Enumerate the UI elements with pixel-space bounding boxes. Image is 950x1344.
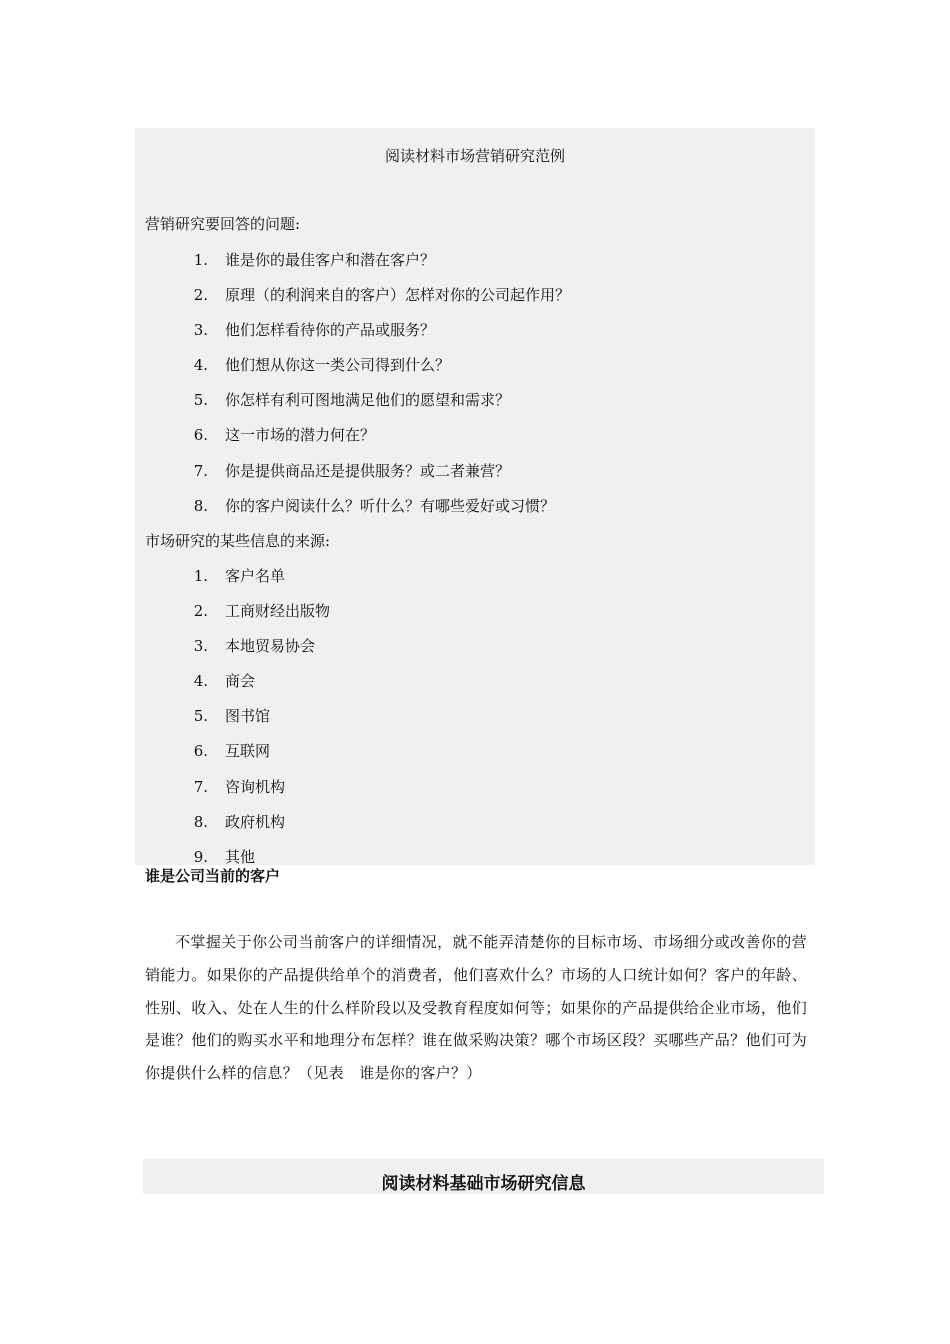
list-item-number: 5. [193,391,208,410]
list-item-text: 你是提供商品还是提供服务？或二者兼营？ [225,461,511,480]
list-item [135,741,330,776]
questions-section-label: 营销研究要回答的问题: [145,215,301,233]
list-item [135,706,330,741]
list-item [135,250,570,285]
list-item-text: 工商财经出版物 [225,602,331,621]
list-item-number: 8. [193,496,208,515]
list-item-text: 他们想从你这一类公司得到什么？ [225,356,451,375]
list-item-number: 3. [193,321,208,340]
list-item [135,601,330,636]
list-item-number: 7. [193,777,208,796]
questions-list [135,250,570,531]
list-item-text: 图书馆 [225,707,271,726]
list-item [135,777,330,812]
list-item [135,390,570,425]
list-item-number: 2. [193,286,208,305]
list-item [135,425,570,460]
list-item [135,285,570,320]
reading-material-title: 阅读材料市场营销研究范例 [384,147,565,165]
list-item-text: 原理（的利润来自的客户）怎样对你的公司起作用？ [225,286,571,305]
bottom-reading-box [143,1159,824,1194]
list-item [135,671,330,706]
list-item [135,636,330,671]
list-item-number: 9. [193,847,208,866]
list-item-text: 互联网 [225,742,271,761]
list-item-text: 这一市场的潜力何在？ [225,426,376,445]
list-item [135,320,570,355]
list-item-number: 6. [193,426,208,445]
list-item-text: 谁是你的最佳客户和潜在客户？ [225,251,436,269]
list-item-text: 咨询机构 [225,777,286,796]
list-item-number: 1. [193,251,208,269]
list-item-text: 政府机构 [225,812,286,831]
list-item-number: 4. [193,356,208,375]
list-item [135,812,330,847]
list-item [135,355,570,390]
sources-list [135,566,330,882]
list-item-text: 商会 [225,672,256,691]
sources-section-label: 市场研究的某些信息的来源: [145,532,331,550]
list-item-number: 6. [193,742,208,761]
list-item-number: 7. [193,461,208,480]
list-item-number: 2. [193,602,208,621]
list-item [135,461,570,496]
list-item-text: 本地贸易协会 [225,637,316,656]
list-item-text: 客户名单 [225,567,286,585]
list-item [135,566,330,601]
list-item-number: 5. [193,707,208,726]
list-item-number: 1. [193,567,208,585]
list-item-number: 8. [193,812,208,831]
list-item [135,496,570,531]
body-paragraph: 不掌握关于你公司当前客户的详细情况，就不能弄清楚你的目标市场、市场细分或改善你的营销能力。如果你的产品提供给单个的消费者，他们喜欢什么？市场的人口统计如何？客户的年龄、性别、收入、处在人生的什么样阶段以及受教育程度如何等；如果你的产品提供给企业市场，他们是谁？他们的购买水平和地理分布怎样？谁在做采购决策？哪个市场区段？买哪些产品？他们可为你提供什么样的信息？（见表 谁是你的客户？） [145,933,807,1083]
section-heading: 谁是公司当前的客户 [145,867,281,885]
list-item-number: 3. [193,637,208,656]
list-item-text: 其他 [225,847,256,866]
list-item-text: 你怎样有利可图地满足他们的愿望和需求？ [225,391,511,410]
bottom-reading-title: 阅读材料基础市场研究信息 [381,1174,586,1194]
list-item-text: 他们怎样看待你的产品或服务？ [225,321,436,340]
list-item-text: 你的客户阅读什么？听什么？有哪些爱好或习惯？ [225,496,556,515]
reading-material-box [135,128,815,865]
list-item-number: 4. [193,672,208,691]
